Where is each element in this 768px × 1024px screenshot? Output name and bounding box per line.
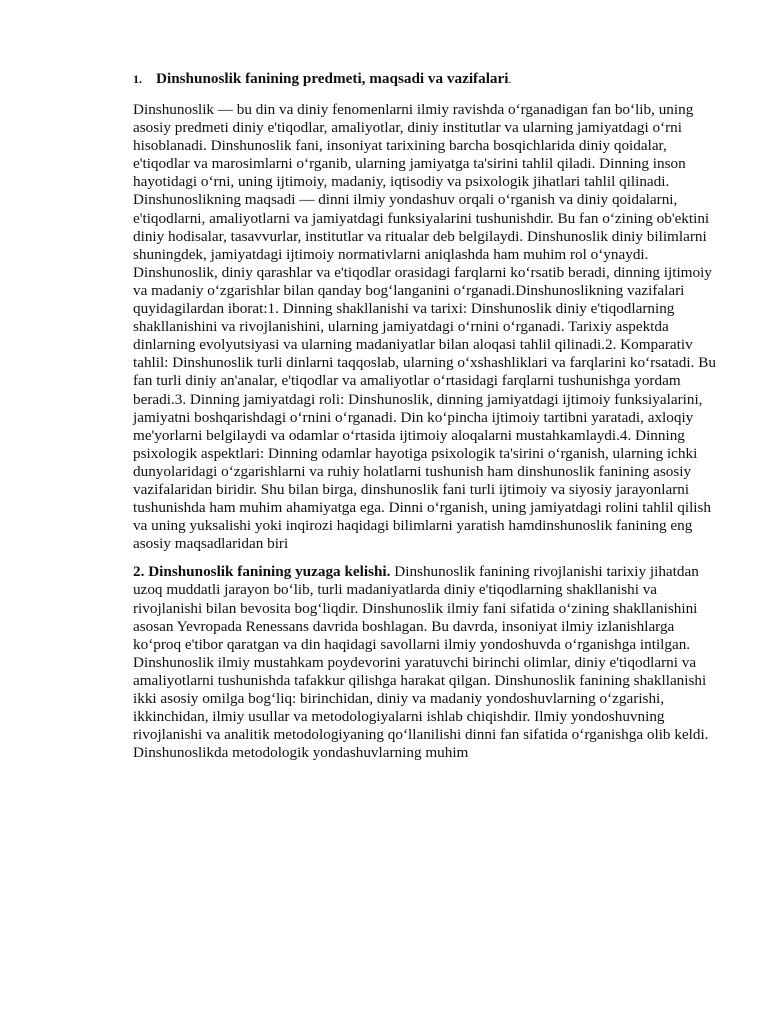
section-1-heading	[133, 68, 718, 91]
document-page	[133, 68, 718, 762]
section-1-body: Dinshunoslik — bu din va diniy fenomenlarni ilmiy ravishda o‘rganadigan fan bo‘lib, uning asosiy predmeti diniy e'tiqodlar, amaliyotlar, diniy institutlar va ularning jamiyatdagi o‘rni hisoblanadi. Dinshunoslik fani, insoniyat tarixining barcha bosqichlarida diniy qoidalar, e'tiqodlar va marosimlarni o‘rganib, ularning jamiyatga ta'sirini tahlil qiladi. Dinning inson hayotidagi o‘rni, uning ijtimoiy, madaniy, iqtisodiy va psixologik jihatlari tahlil qilinadi. Dinshunoslikning maqsadi — dinni ilmiy yondashuv orqali o‘rganish va diniy qoidalarni, e'tiqodlarni, amaliyotlarni va jamiyatdagi funksiyalarini tushunishdir. Bu fan o‘zining ob'ektini diniy hodisalar, tasavvurlar, institutlar va ritualar deb belgilaydi. Dinshunoslik diniy bilimlarni shuningdek, jamiyatdagi ijtimoiy normativlarni aniqlashda ham muhim rol o‘ynaydi. Dinshunoslik, diniy qarashlar va e'tiqodlar orasidagi farqlarni ko‘rsatib beradi, dinning ijtimoiy va madaniy o‘zgarishlar bilan qanday bog‘langanini o‘rganadi.Dinshunoslikning vazifalari quyidagilardan iborat:1. Dinning shakllanishi va tarixi: Dinshunoslik diniy e'tiqodlarning shakllanishini va rivojlanishini, ularning jamiyatdagi o‘rnini o‘rganadi. Tarixiy aspektda dinlarning evolyutsiyasi va ularning madaniyatlar bilan aloqasi tahlil qilinadi.2. Komparativ tahlil: Dinshunoslik turli dinlarni taqqoslab, ularning o‘xshashliklari va farqlarini ko‘rsatadi. Bu fan turli diniy an'analar, e'tiqodlar va amaliyotlar o‘rtasidagi farqlarni tushunishga yordam beradi.3. Dinning jamiyatdagi roli: Dinshunoslik, dinning jamiyatdagi ijtimoiy funksiyalarini, jamiyatni boshqarishdagi o‘rnini o‘rganadi. Din ko‘pincha ijtimoiy tartibni yaratadi, axloqiy me'yorlarni belgilaydi va odamlar o‘rtasida ijtimoiy aloqalarni mustahkamlaydi.4. Dinning psixologik aspektlari: Dinning odamlar hayotiga psixologik ta'sirini o‘rganish, ularning ichki dunyolaridagi o‘zgarishlarni va ruhiy holatlarni tushunish ham dinshunoslik fanining asosiy vazifalaridan biridir. Shu bilan birga, dinshunoslik fani turli ijtimoiy va siyosiy jarayonlarni tushunishda ham muhim ahamiyatga ega. Dinni o‘rganish, uning jamiyatdagi rolini tahlil qilish va uning yuksalishi yoki inqirozi haqidagi bilimlarni yaratish hamdinshunoslik fanining eng asosiy maqsadlaridan biri	[133, 101, 716, 553]
section-1-title: Dinshunoslik fanining predmeti, maqsadi va vazifalari	[156, 70, 509, 87]
section-2-paragraph	[133, 563, 718, 762]
section-1-number: 1.	[133, 72, 142, 86]
section-1-title-punct: .	[508, 74, 512, 86]
section-2-heading: 2. Dinshunoslik fanining yuzaga kelishi.	[133, 563, 391, 581]
section-2-body: Dinshunoslik fanining rivojlanishi tarixiy jihatdan uzoq muddatli jarayon bo‘lib, turli madaniyatlarda diniy e'tiqodlarning shakllanishi va rivojlanishi bilan bevosita bog‘liqdir. Dinshunoslik ilmiy fani sifatida o‘zining shakllanishini asosan Yevropada Renessans davrida boshlagan. Bu davrda, insoniyat ilmiy izlanishlarga ko‘proq e'tibor qaratgan va din haqidagi savollarni ilmiy yondoshuvda o‘rganishga intilgan. Dinshunoslik ilmiy mustahkam poydevorini yaratuvchi birinchi olimlar, diniy e'tiqodlarni va amaliyotlarni tushunishda tafakkur qilishga harakat qilgan. Dinshunoslik fanining shakllanishi ikki asosiy omilga bog‘liq: birinchidan, diniy va madaniy yondoshuvlarning o‘zgarishi, ikkinchidan, ilmiy usullar va metodologiyalarni ishlab chiqishdir. Ilmiy yondoshuvning rivojlanishi va analitik metodologiyaning qo‘llanilishi dinni fan sifatida o‘rganishga olib keldi. Dinshunoslikda metodologik yondashuvlarning muhim	[133, 563, 709, 762]
